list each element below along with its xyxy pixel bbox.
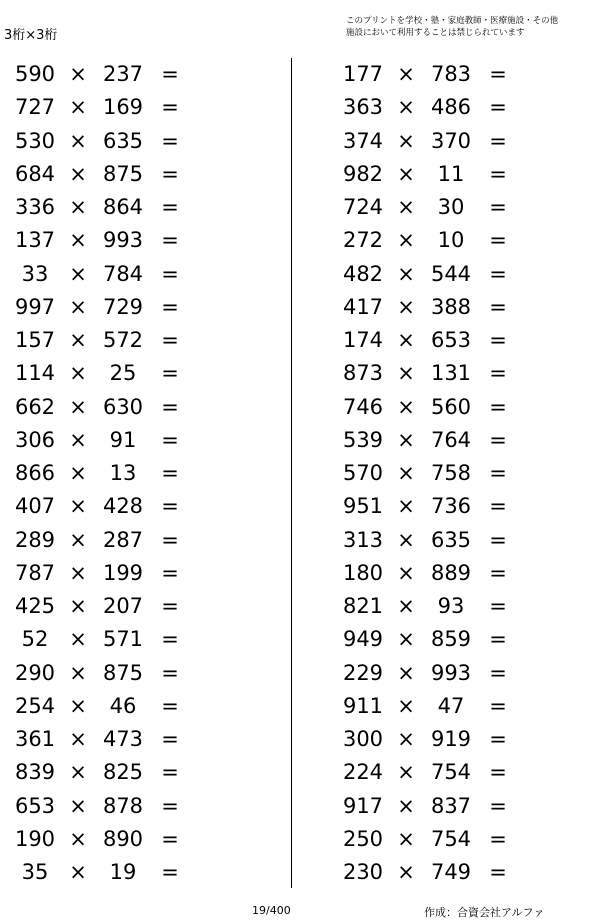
problem-row xyxy=(0,790,200,823)
operand-b: 784 xyxy=(102,261,144,286)
operand-b: 47 xyxy=(437,693,465,718)
multiply-sign: × xyxy=(397,228,415,253)
problem-row xyxy=(0,291,200,324)
multiply-sign: × xyxy=(397,494,415,519)
operand-b: 19 xyxy=(109,860,137,884)
multiply-sign: × xyxy=(397,328,415,352)
multiply-sign: × xyxy=(69,693,87,718)
multiply-sign: × xyxy=(69,128,87,153)
problem-row xyxy=(0,191,200,224)
operand-b: 825 xyxy=(102,760,144,785)
problem-row xyxy=(328,424,528,457)
problem-row xyxy=(328,590,528,623)
problem-row xyxy=(328,91,528,124)
equals-sign: = xyxy=(489,394,507,419)
operand-b: 993 xyxy=(430,660,472,685)
equals-sign: = xyxy=(161,294,179,319)
multiply-sign: × xyxy=(397,161,415,186)
operand-b: 560 xyxy=(430,394,472,419)
operand-b: 993 xyxy=(102,228,144,253)
equals-sign: = xyxy=(489,560,507,585)
multiply-sign: × xyxy=(69,660,87,685)
operand-b: 783 xyxy=(430,62,472,86)
equals-sign: = xyxy=(161,727,179,751)
problem-row xyxy=(328,324,528,357)
operand-a: 949 xyxy=(342,627,384,652)
equals-sign: = xyxy=(489,826,507,851)
operand-a: 190 xyxy=(14,826,56,851)
operand-a: 839 xyxy=(14,760,56,785)
operand-b: 864 xyxy=(102,195,144,219)
operand-b: 875 xyxy=(102,660,144,685)
problem-row xyxy=(328,524,528,557)
problem-row xyxy=(0,91,200,124)
operand-a: 52 xyxy=(21,627,49,652)
equals-sign: = xyxy=(161,494,179,519)
operand-b: 370 xyxy=(430,128,472,153)
multiply-sign: × xyxy=(397,826,415,851)
multiply-sign: × xyxy=(397,461,415,485)
problem-row xyxy=(328,823,528,856)
operand-b: 91 xyxy=(109,427,137,452)
operand-a: 289 xyxy=(14,527,56,552)
operand-a: 787 xyxy=(14,560,56,585)
author-credit: 作成：合資会社アルファ xyxy=(424,906,545,919)
operand-b: 890 xyxy=(102,826,144,851)
operand-b: 764 xyxy=(430,427,472,452)
equals-sign: = xyxy=(161,95,179,120)
multiply-sign: × xyxy=(69,161,87,186)
operand-b: 889 xyxy=(430,560,472,585)
operand-b: 199 xyxy=(102,560,144,585)
operand-a: 662 xyxy=(14,394,56,419)
multiply-sign: × xyxy=(69,261,87,286)
operand-a: 230 xyxy=(342,860,384,884)
problem-row xyxy=(328,391,528,424)
operand-b: 30 xyxy=(437,195,465,219)
equals-sign: = xyxy=(489,860,507,884)
equals-sign: = xyxy=(161,560,179,585)
operand-b: 544 xyxy=(430,261,472,286)
multiply-sign: × xyxy=(69,294,87,319)
operand-a: 590 xyxy=(14,62,56,86)
equals-sign: = xyxy=(161,594,179,618)
multiply-sign: × xyxy=(69,228,87,253)
operand-b: 169 xyxy=(102,95,144,120)
multiply-sign: × xyxy=(397,760,415,785)
equals-sign: = xyxy=(489,494,507,519)
operand-b: 653 xyxy=(430,328,472,352)
equals-sign: = xyxy=(489,228,507,253)
operand-b: 486 xyxy=(430,95,472,120)
operand-a: 300 xyxy=(342,727,384,751)
operand-b: 93 xyxy=(437,594,465,618)
operand-a: 180 xyxy=(342,560,384,585)
operand-b: 875 xyxy=(102,161,144,186)
operand-a: 229 xyxy=(342,660,384,685)
multiply-sign: × xyxy=(397,860,415,884)
operand-a: 361 xyxy=(14,727,56,751)
operand-b: 736 xyxy=(430,494,472,519)
problem-row xyxy=(0,125,200,158)
equals-sign: = xyxy=(161,195,179,219)
equals-sign: = xyxy=(489,328,507,352)
operand-b: 859 xyxy=(430,627,472,652)
multiply-sign: × xyxy=(69,195,87,219)
page-number: 19/400 xyxy=(252,904,291,917)
equals-sign: = xyxy=(161,62,179,86)
problem-row xyxy=(328,723,528,756)
operand-a: 336 xyxy=(14,195,56,219)
equals-sign: = xyxy=(161,328,179,352)
operand-b: 630 xyxy=(102,394,144,419)
operand-a: 821 xyxy=(342,594,384,618)
operand-a: 997 xyxy=(14,294,56,319)
equals-sign: = xyxy=(161,527,179,552)
multiply-sign: × xyxy=(69,95,87,120)
right-problem-column xyxy=(328,58,528,889)
multiply-sign: × xyxy=(397,693,415,718)
multiply-sign: × xyxy=(397,727,415,751)
problem-row xyxy=(0,424,200,457)
operand-a: 35 xyxy=(21,860,49,884)
problem-row xyxy=(328,690,528,723)
multiply-sign: × xyxy=(69,361,87,386)
equals-sign: = xyxy=(489,660,507,685)
operand-b: 758 xyxy=(430,461,472,485)
problem-row xyxy=(328,756,528,789)
operand-b: 635 xyxy=(430,527,472,552)
multiply-sign: × xyxy=(397,128,415,153)
problem-row xyxy=(0,856,200,889)
multiply-sign: × xyxy=(69,494,87,519)
problem-row xyxy=(328,357,528,390)
equals-sign: = xyxy=(161,427,179,452)
operand-b: 207 xyxy=(102,594,144,618)
equals-sign: = xyxy=(489,693,507,718)
problem-row xyxy=(0,158,200,191)
equals-sign: = xyxy=(161,394,179,419)
multiply-sign: × xyxy=(397,361,415,386)
multiply-sign: × xyxy=(69,328,87,352)
operand-a: 866 xyxy=(14,461,56,485)
operand-a: 684 xyxy=(14,161,56,186)
operand-a: 951 xyxy=(342,494,384,519)
multiply-sign: × xyxy=(69,560,87,585)
equals-sign: = xyxy=(489,294,507,319)
problem-row xyxy=(0,557,200,590)
equals-sign: = xyxy=(489,427,507,452)
equals-sign: = xyxy=(489,161,507,186)
equals-sign: = xyxy=(161,361,179,386)
operand-b: 572 xyxy=(102,328,144,352)
equals-sign: = xyxy=(161,627,179,652)
multiply-sign: × xyxy=(397,560,415,585)
problem-row xyxy=(328,490,528,523)
operand-a: 407 xyxy=(14,494,56,519)
equals-sign: = xyxy=(161,860,179,884)
problem-row xyxy=(328,657,528,690)
operand-b: 428 xyxy=(102,494,144,519)
equals-sign: = xyxy=(161,660,179,685)
equals-sign: = xyxy=(161,461,179,485)
problem-row xyxy=(328,457,528,490)
equals-sign: = xyxy=(161,228,179,253)
operand-b: 388 xyxy=(430,294,472,319)
multiply-sign: × xyxy=(69,860,87,884)
equals-sign: = xyxy=(161,793,179,818)
operand-a: 374 xyxy=(342,128,384,153)
equals-sign: = xyxy=(161,161,179,186)
problem-row xyxy=(0,723,200,756)
operand-a: 911 xyxy=(342,693,384,718)
problem-row xyxy=(0,324,200,357)
multiply-sign: × xyxy=(397,660,415,685)
operand-b: 473 xyxy=(102,727,144,751)
equals-sign: = xyxy=(489,760,507,785)
multiply-sign: × xyxy=(397,793,415,818)
problem-row xyxy=(0,58,200,91)
multiply-sign: × xyxy=(69,394,87,419)
problem-row xyxy=(0,524,200,557)
multiply-sign: × xyxy=(69,62,87,86)
problem-row xyxy=(0,391,200,424)
problem-row xyxy=(0,590,200,623)
multiply-sign: × xyxy=(69,594,87,618)
problem-row xyxy=(328,125,528,158)
equals-sign: = xyxy=(161,826,179,851)
usage-notice-line-1: このプリントを学校・塾・家庭教師・医療施設・その他 xyxy=(346,16,559,26)
operand-a: 290 xyxy=(14,660,56,685)
operand-a: 157 xyxy=(14,328,56,352)
operand-b: 571 xyxy=(102,627,144,652)
equals-sign: = xyxy=(161,128,179,153)
equals-sign: = xyxy=(489,793,507,818)
operand-b: 837 xyxy=(430,793,472,818)
operand-a: 873 xyxy=(342,361,384,386)
operand-a: 425 xyxy=(14,594,56,618)
equals-sign: = xyxy=(489,128,507,153)
problem-row xyxy=(328,623,528,656)
equals-sign: = xyxy=(489,461,507,485)
worksheet-title: 3桁×3桁 xyxy=(4,28,58,43)
problem-row xyxy=(0,756,200,789)
operand-a: 177 xyxy=(342,62,384,86)
operand-a: 746 xyxy=(342,394,384,419)
problem-row xyxy=(0,224,200,257)
problem-row xyxy=(328,58,528,91)
problem-row xyxy=(0,457,200,490)
multiply-sign: × xyxy=(69,826,87,851)
problem-row xyxy=(328,258,528,291)
multiply-sign: × xyxy=(397,195,415,219)
operand-a: 482 xyxy=(342,261,384,286)
operand-a: 137 xyxy=(14,228,56,253)
operand-b: 754 xyxy=(430,760,472,785)
equals-sign: = xyxy=(489,594,507,618)
operand-a: 727 xyxy=(14,95,56,120)
equals-sign: = xyxy=(489,361,507,386)
operand-b: 749 xyxy=(430,860,472,884)
problem-row xyxy=(328,856,528,889)
operand-a: 33 xyxy=(21,261,49,286)
problem-row xyxy=(0,623,200,656)
multiply-sign: × xyxy=(397,427,415,452)
operand-b: 878 xyxy=(102,793,144,818)
problem-row xyxy=(328,224,528,257)
usage-notice-line-2: 施設において利用することは禁じられています xyxy=(346,28,525,38)
operand-b: 919 xyxy=(430,727,472,751)
multiply-sign: × xyxy=(397,261,415,286)
operand-a: 982 xyxy=(342,161,384,186)
problem-row xyxy=(328,557,528,590)
equals-sign: = xyxy=(489,62,507,86)
operand-a: 306 xyxy=(14,427,56,452)
operand-a: 250 xyxy=(342,826,384,851)
operand-a: 174 xyxy=(342,328,384,352)
equals-sign: = xyxy=(489,95,507,120)
multiply-sign: × xyxy=(69,793,87,818)
operand-a: 530 xyxy=(14,128,56,153)
operand-a: 224 xyxy=(342,760,384,785)
problem-row xyxy=(0,490,200,523)
operand-b: 11 xyxy=(437,161,465,186)
multiply-sign: × xyxy=(397,394,415,419)
multiply-sign: × xyxy=(397,527,415,552)
equals-sign: = xyxy=(489,527,507,552)
multiply-sign: × xyxy=(397,627,415,652)
operand-b: 635 xyxy=(102,128,144,153)
operand-a: 363 xyxy=(342,95,384,120)
problem-row xyxy=(0,690,200,723)
problem-row xyxy=(0,657,200,690)
operand-b: 25 xyxy=(109,361,137,386)
multiply-sign: × xyxy=(69,760,87,785)
operand-a: 653 xyxy=(14,793,56,818)
column-divider xyxy=(291,58,292,888)
problem-row xyxy=(0,823,200,856)
operand-b: 237 xyxy=(102,62,144,86)
operand-b: 131 xyxy=(430,361,472,386)
multiply-sign: × xyxy=(397,294,415,319)
equals-sign: = xyxy=(161,760,179,785)
multiply-sign: × xyxy=(69,727,87,751)
operand-b: 729 xyxy=(102,294,144,319)
operand-a: 254 xyxy=(14,693,56,718)
equals-sign: = xyxy=(489,261,507,286)
operand-b: 754 xyxy=(430,826,472,851)
multiply-sign: × xyxy=(397,95,415,120)
multiply-sign: × xyxy=(69,427,87,452)
problem-row xyxy=(328,158,528,191)
operand-a: 272 xyxy=(342,228,384,253)
operand-b: 13 xyxy=(109,461,137,485)
operand-b: 46 xyxy=(109,693,137,718)
problem-row xyxy=(0,357,200,390)
operand-a: 313 xyxy=(342,527,384,552)
usage-notice xyxy=(346,15,558,39)
operand-a: 570 xyxy=(342,461,384,485)
operand-a: 539 xyxy=(342,427,384,452)
operand-b: 10 xyxy=(437,228,465,253)
multiply-sign: × xyxy=(69,627,87,652)
equals-sign: = xyxy=(489,727,507,751)
equals-sign: = xyxy=(161,693,179,718)
operand-a: 417 xyxy=(342,294,384,319)
operand-a: 724 xyxy=(342,195,384,219)
problem-row xyxy=(328,291,528,324)
problem-row xyxy=(328,191,528,224)
multiply-sign: × xyxy=(69,527,87,552)
multiply-sign: × xyxy=(69,461,87,485)
problem-row xyxy=(0,258,200,291)
equals-sign: = xyxy=(161,261,179,286)
operand-b: 287 xyxy=(102,527,144,552)
operand-a: 114 xyxy=(14,361,56,386)
equals-sign: = xyxy=(489,627,507,652)
multiply-sign: × xyxy=(397,594,415,618)
problem-row xyxy=(328,790,528,823)
operand-a: 917 xyxy=(342,793,384,818)
multiply-sign: × xyxy=(397,62,415,86)
left-problem-column xyxy=(0,58,200,889)
equals-sign: = xyxy=(489,195,507,219)
